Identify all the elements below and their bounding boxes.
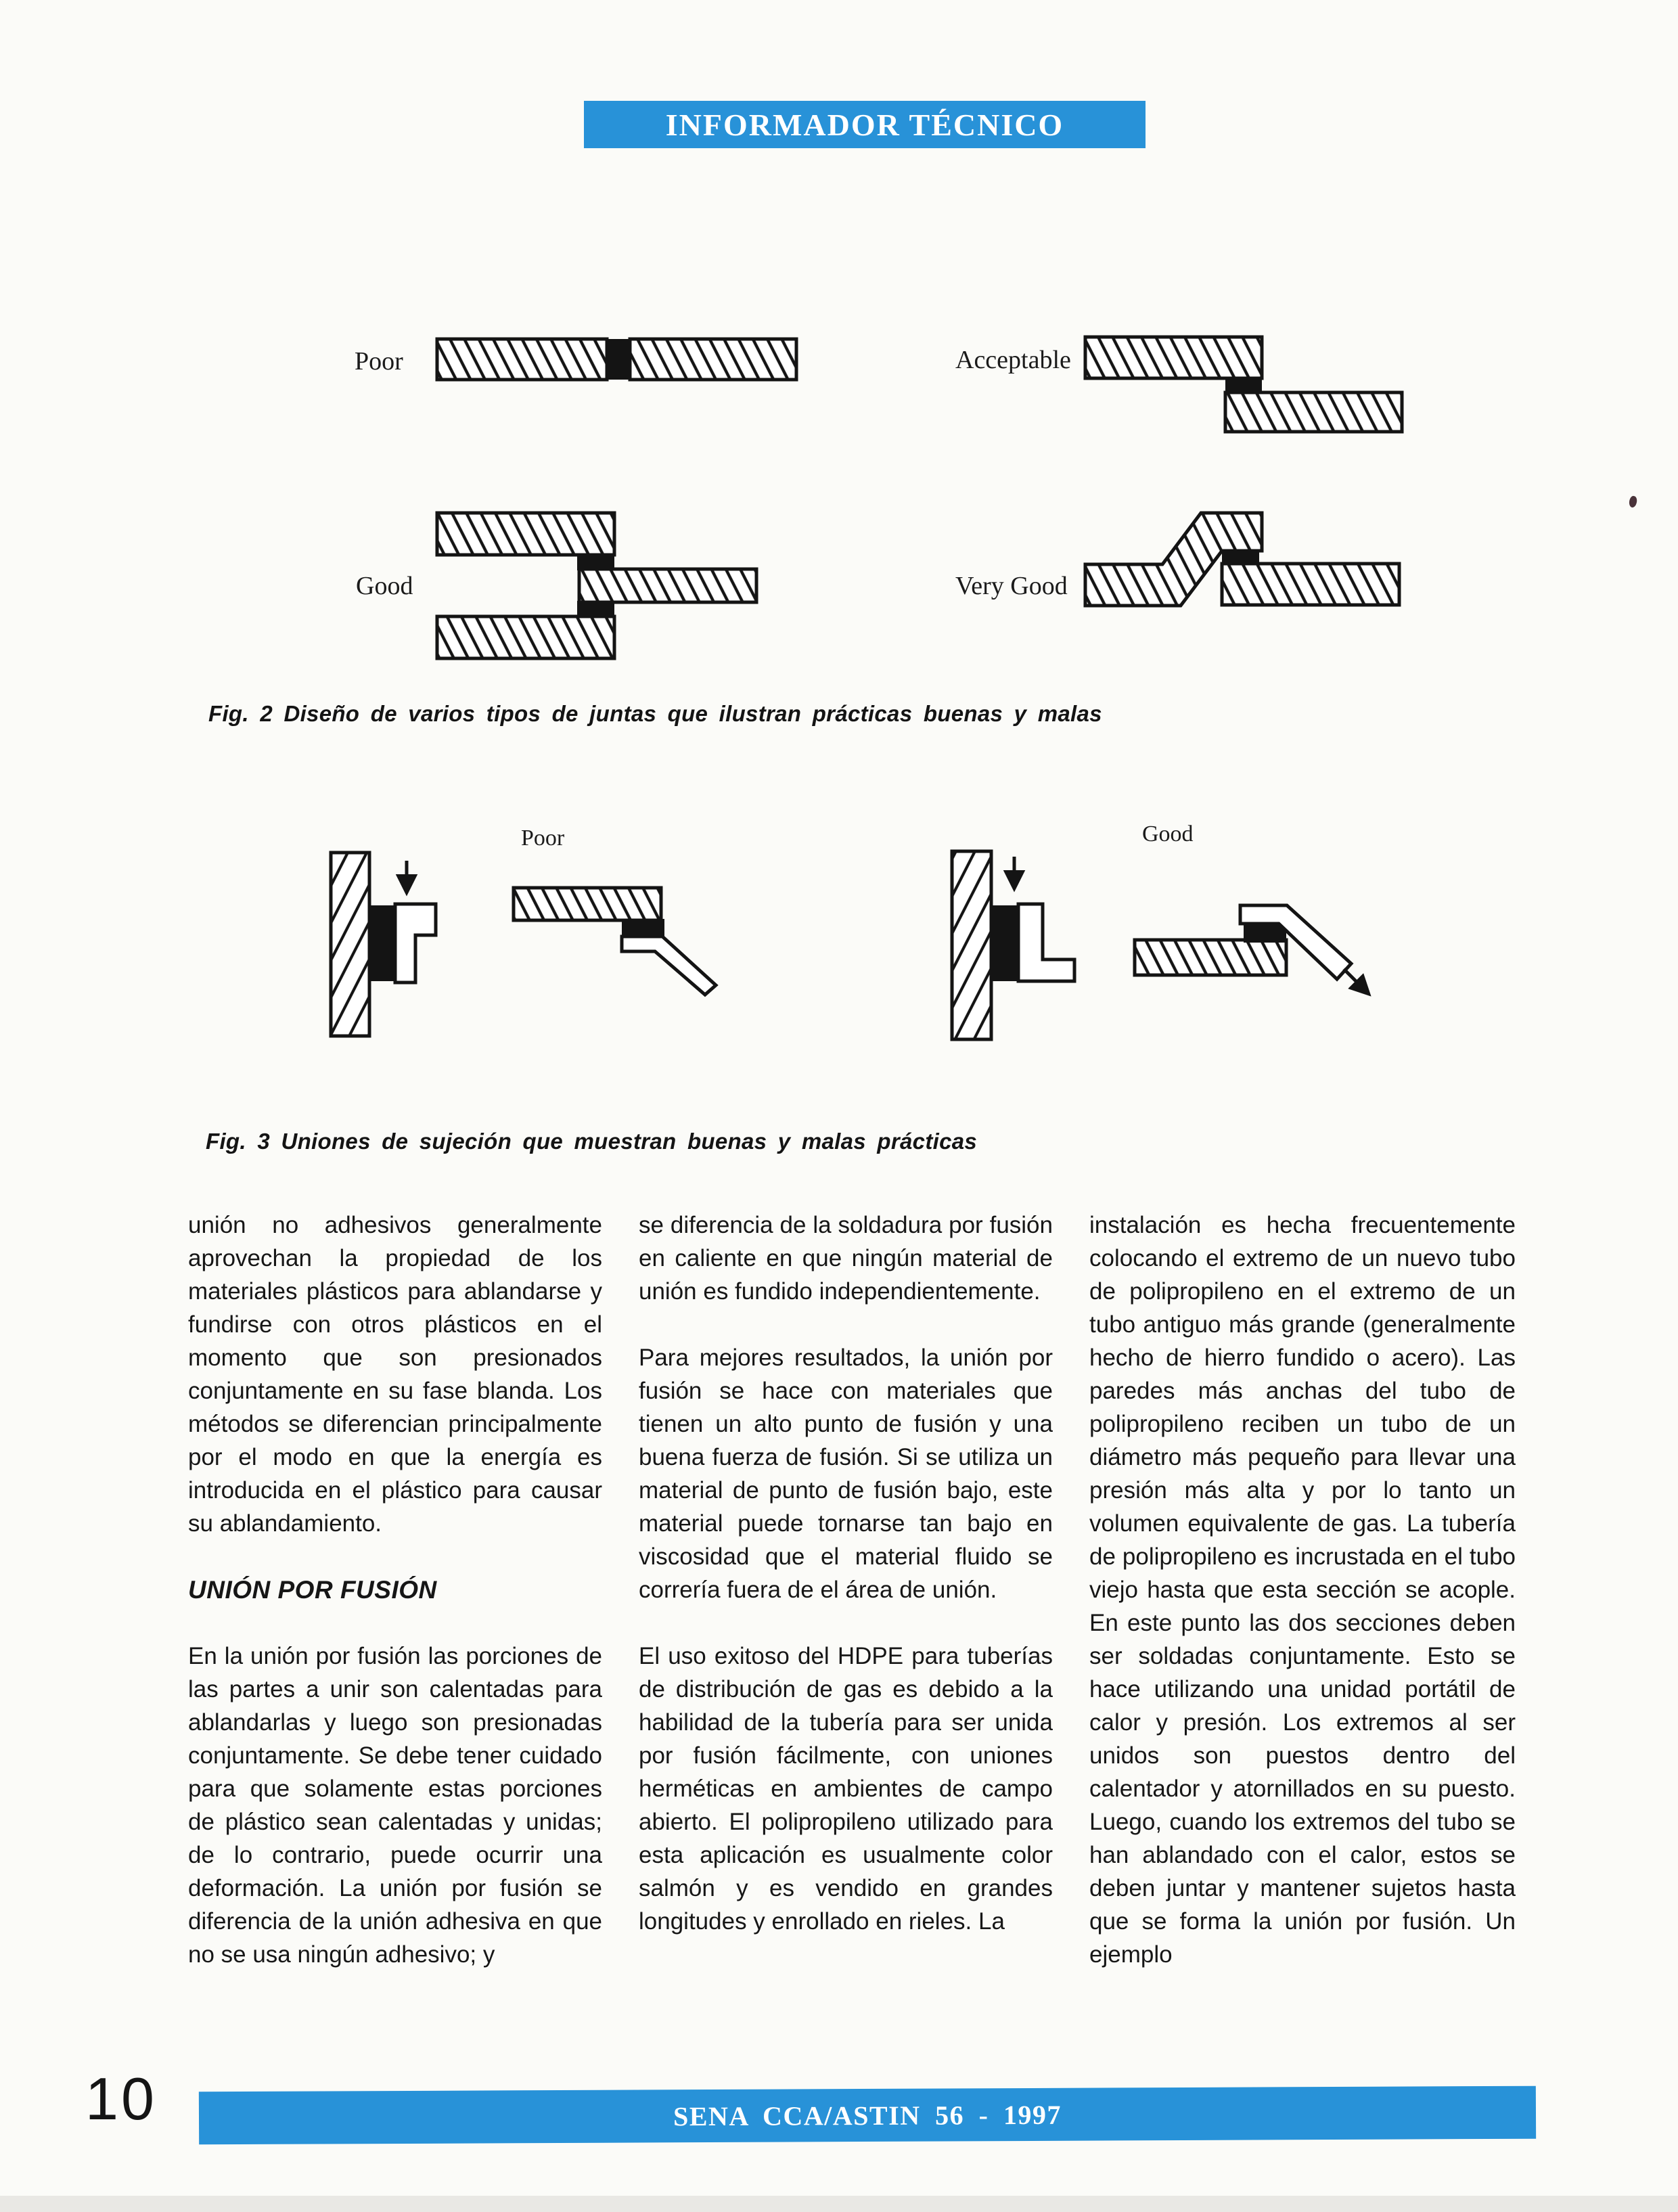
paragraph: Para mejores resultados, la unión por fusión se hace con materiales que tienen un alto punto de fusión y una buena fuerza de fusión. Si se utiliza un material de punto de fusión bajo, este material puede tornarse tan bajo en viscosidad que el material fluido se correría fuera de el área de unión. (639, 1345, 1053, 1603)
adhesive-fill (607, 339, 630, 380)
text-column-3 (1089, 1209, 1516, 1971)
scan-edge (0, 2196, 1678, 2212)
fig2-joint-poor (437, 339, 796, 380)
footer-bar (199, 2086, 1536, 2145)
hatched-bar (437, 616, 614, 658)
fig2-caption: Fig. 2 Diseño de varios tipos de juntas que ilustran prácticas buenas y malas (208, 701, 1102, 726)
hatched-bar (437, 339, 607, 380)
hatched-bar (1135, 940, 1286, 975)
fig2-label-good: Good (356, 572, 413, 600)
paragraph: se diferencia de la soldadura por fusión en caliente en que ningún material de unión es fundido independientemente. (639, 1212, 1053, 1305)
paragraph: instalación es hecha frecuentemente colocando el extremo de un nuevo tubo de polipropileno en el extremo de un tubo antiguo más grande (generalmente hecho de hierro fundido o acero). Las paredes más anchas del tubo de polipropileno reciben un tubo de un diámetro más pequeño para llevar una presión más alta y por lo tanto un volumen equivalente de gas. La tubería de polipropileno es incrustada en el tubo viejo hasta que esta sección se acople. En este punto las dos secciones deben ser soldadas conjuntamente. Esto se hace utilizando una unidad portátil de calor y presión. Los extremos al ser unidos son puestos dentro del calentador y atornillados en su puesto. Luego, cuando los extremos del tubo se han ablandado con el calor, estos se deben juntar y mantener sujetos hasta que se forma la unión por fusión. Un ejemplo (1089, 1212, 1516, 1968)
l-bracket (1018, 904, 1074, 981)
text-column-2 (639, 1209, 1053, 1938)
fig2-joint-good (437, 513, 756, 658)
peeling-flap (622, 936, 716, 995)
hatched-wall (952, 851, 991, 1039)
paragraph: El uso exitoso del HDPE para tuberías de distribución de gas es debido a la habilidad de la tubería para ser unida por fusión fácilmente, con uniones herméticas en ambientes de campo abierto. El polipropileno utilizado para esta aplicación es usualmente color salmón y es vendido en grandes longitudes y enrollado en rieles. La (639, 1643, 1053, 1935)
fig3-label-good: Good (1142, 821, 1194, 847)
paragraph: unión no adhesivos generalmente aprovechan la propiedad de los materiales plásticos para ablandarse y fundirse con otros plásticos en el momento que son presionados conjuntamente en su fase blanda. Los métodos se diferencian principalmente por el modo en que la energía es introducida en el plástico para causar su ablandamiento. (188, 1212, 602, 1537)
hatched-bar (630, 339, 796, 380)
hatched-bar (437, 513, 614, 555)
section-heading: UNIÓN POR FUSIÓN (188, 1576, 437, 1604)
fig2-label-poor: Poor (355, 347, 403, 376)
fig2-joint-acceptable (1085, 337, 1402, 432)
fig3-caption: Fig. 3 Uniones de sujeción que muestran buenas y malas prácticas (206, 1129, 978, 1154)
hatched-bar (1222, 564, 1399, 605)
text-column-1 (188, 1209, 602, 1971)
footer-text: SENA CCA/ASTIN 56 - 1997 (673, 2099, 1062, 2131)
hatched-wall (331, 853, 369, 1036)
fig2-label-very-good: Very Good (955, 572, 1068, 600)
page-number: 10 (85, 2065, 157, 2132)
fig3-label-poor: Poor (521, 826, 565, 851)
fig3-good-peel-joint (1135, 905, 1368, 993)
paragraph: En la unión por fusión las porciones de las partes a unir son calentadas para ablandarlas y luego son presionadas conjuntamente. Se debe tener cuidado para que solamente estas porciones de plástico sean calentadas y unidas; de lo contrario, puede ocurrir una deformación. La unión por fusión se diferencia de la unión adhesiva en que no se usa ningún adhesivo; y (188, 1643, 602, 1968)
hatched-bar (1085, 337, 1262, 378)
page-title: INFORMADOR TÉCNICO (665, 107, 1064, 142)
hatched-bar (1225, 392, 1402, 432)
fig3-poor-peel-joint (514, 888, 716, 995)
adhesive-fill (622, 919, 664, 936)
hatched-bar (579, 569, 756, 602)
fig2-joint-very-good (1085, 513, 1399, 606)
adhesive-fill (371, 905, 395, 981)
pull-arrow (1344, 969, 1368, 993)
adhesive-fill (991, 905, 1020, 981)
bracket (395, 904, 436, 983)
fig3-poor-wall-mount (331, 853, 436, 1036)
fig3-good-wall-mount (952, 851, 1074, 1039)
fig2-label-acceptable: Acceptable (955, 346, 1071, 374)
hatched-bar (514, 888, 661, 920)
